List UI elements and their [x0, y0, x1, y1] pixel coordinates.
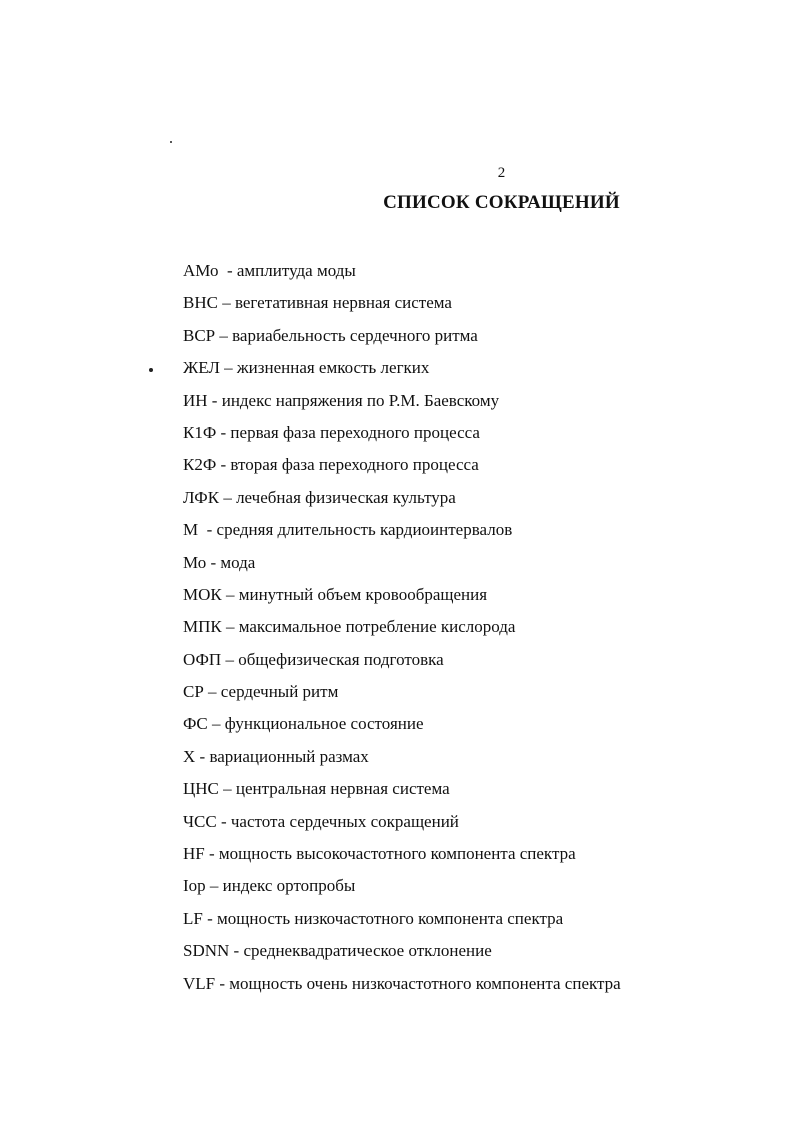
- abbreviation-list: [183, 255, 621, 1000]
- abbreviation-item: ФС – функциональное состояние: [183, 714, 424, 734]
- abbreviation-item: VLF - мощность очень низкочастотного компонента спектра: [183, 973, 621, 993]
- abbreviation-item: ИН - индекс напряжения по Р.М. Баевскому: [183, 390, 500, 410]
- scan-speck: [149, 368, 153, 372]
- abbreviation-item: ЦНС – центральная нервная система: [183, 779, 450, 799]
- abbreviation-item: М - средняя длительность кардиоинтервалов: [183, 520, 513, 540]
- scan-speck: [170, 141, 172, 143]
- abbreviation-item: СР – сердечный ритм: [183, 682, 339, 702]
- page-number: 2: [497, 165, 506, 181]
- abbreviation-item: HF - мощность высокочастотного компонента спектра: [183, 844, 576, 864]
- abbreviation-item: МОК – минутный объем кровообращения: [183, 584, 488, 604]
- abbreviation-item: ЧСС - частота сердечных сокращений: [183, 811, 459, 831]
- abbreviation-item: АМо - амплитуда моды: [183, 261, 356, 280]
- page-title: СПИСОК СОКРАЩЕНИЙ: [383, 192, 620, 213]
- abbreviation-item: LF - мощность низкочастотного компонента спектра: [183, 908, 564, 928]
- abbreviation-item: МПК – максимальное потребление кислорода: [183, 617, 516, 637]
- abbreviation-item: Мо - мода: [183, 552, 256, 572]
- abbreviation-item: ВСР – вариабельность сердечного ритма: [183, 325, 478, 345]
- abbreviation-item: Х - вариационный размах: [183, 746, 369, 766]
- abbreviation-item: Iop – индекс ортопробы: [183, 876, 356, 896]
- abbreviation-item: К1Ф - первая фаза переходного процесса: [183, 422, 480, 442]
- abbreviation-item: К2Ф - вторая фаза переходного процесса: [183, 455, 479, 475]
- abbreviation-item: ЖЕЛ – жизненная емкость легких: [183, 358, 430, 378]
- abbreviation-item: ВНС – вегетативная нервная система: [183, 293, 452, 313]
- abbreviation-item: ОФП – общефизическая подготовка: [183, 649, 444, 669]
- abbreviation-item: SDNN - среднеквадратическое отклонение: [183, 941, 492, 961]
- abbreviation-item: ЛФК – лечебная физическая культура: [183, 487, 456, 507]
